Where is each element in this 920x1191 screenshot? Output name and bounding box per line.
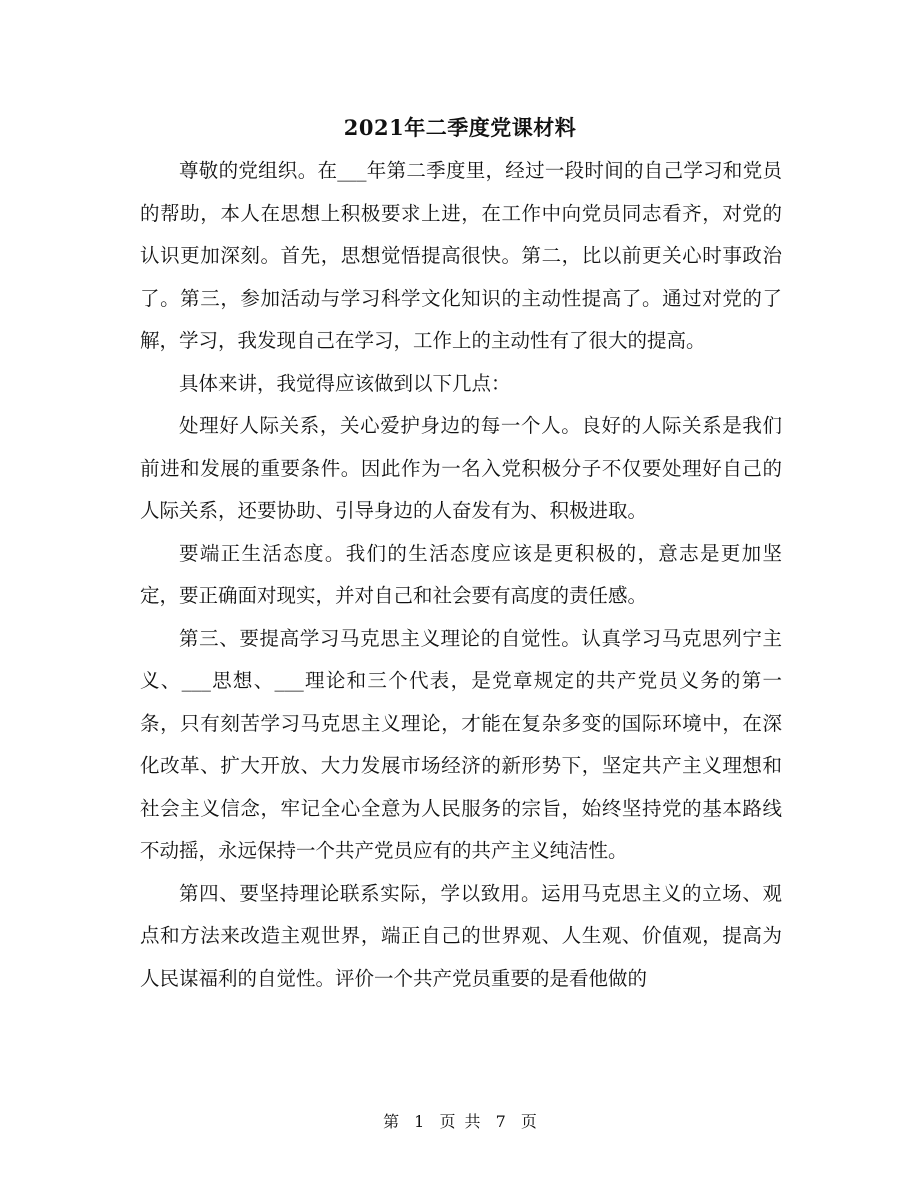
footer-page-number: 1 — [414, 1112, 425, 1131]
footer-prefix: 第 — [383, 1112, 400, 1131]
page-footer — [0, 1109, 920, 1132]
paragraph-relationships: 处理好人际关系，关心爱护身边的每一个人。良好的人际关系是我们前进和发展的重要条件。因此作为一名入党积极分子不仅要处理好自己的人际关系，还要协助、引导身边的人奋发有为、积极进取。 — [140, 414, 782, 522]
paragraph-theory-study: 第三、要提高学习马克思主义理论的自觉性。认真学习马克思列宁主义、___思想、___理论和三个代表，是党章规定的共产党员义务的第一条，只有刻苦学习马克思主义理论，才能在复杂多变的国际环境中，在深化改革、扩大开放、大力发展市场经济的新形势下，坚定共产主义理想和社会主义信念，牢记全心全意为人民服务的宗旨，始终坚持党的基本路线不动摇，永远保持一个共产党员应有的共产主义纯洁性。 — [140, 626, 782, 862]
footer-middle: 页 共 — [439, 1112, 481, 1131]
footer-page-total: 7 — [495, 1112, 506, 1131]
paragraph-intro: 尊敬的党组织。在___年第二季度里，经过一段时间的自己学习和党员的帮助，本人在思想上积极要求上进，在工作中向党员同志看齐，对党的认识更加深刻。首先，思想觉悟提高很快。第二，比以前更关心时事政治了。第三，参加活动与学习科学文化知识的主动性提高了。通过对党的了解，学习，我发现自己在学习，工作上的主动性有了很大的提高。 — [140, 159, 782, 352]
document-body — [140, 150, 782, 1000]
footer-suffix: 页 — [520, 1112, 537, 1131]
paragraph-attitude: 要端正生活态度。我们的生活态度应该是更积极的，意志是更加坚定，要正确面对现实，并对自己和社会要有高度的责任感。 — [140, 541, 782, 607]
paragraph-practice: 第四、要坚持理论联系实际，学以致用。运用马克思主义的立场、观点和方法来改造主观世界，端正自己的世界观、人生观、价值观，提高为人民谋福利的自觉性。评价一个共产党员重要的是看他做的 — [140, 881, 782, 990]
paragraph-points-lead: 具体来讲，我觉得应该做到以下几点： — [179, 371, 511, 395]
document-title: 2021年二季度党课材料 — [343, 115, 577, 140]
